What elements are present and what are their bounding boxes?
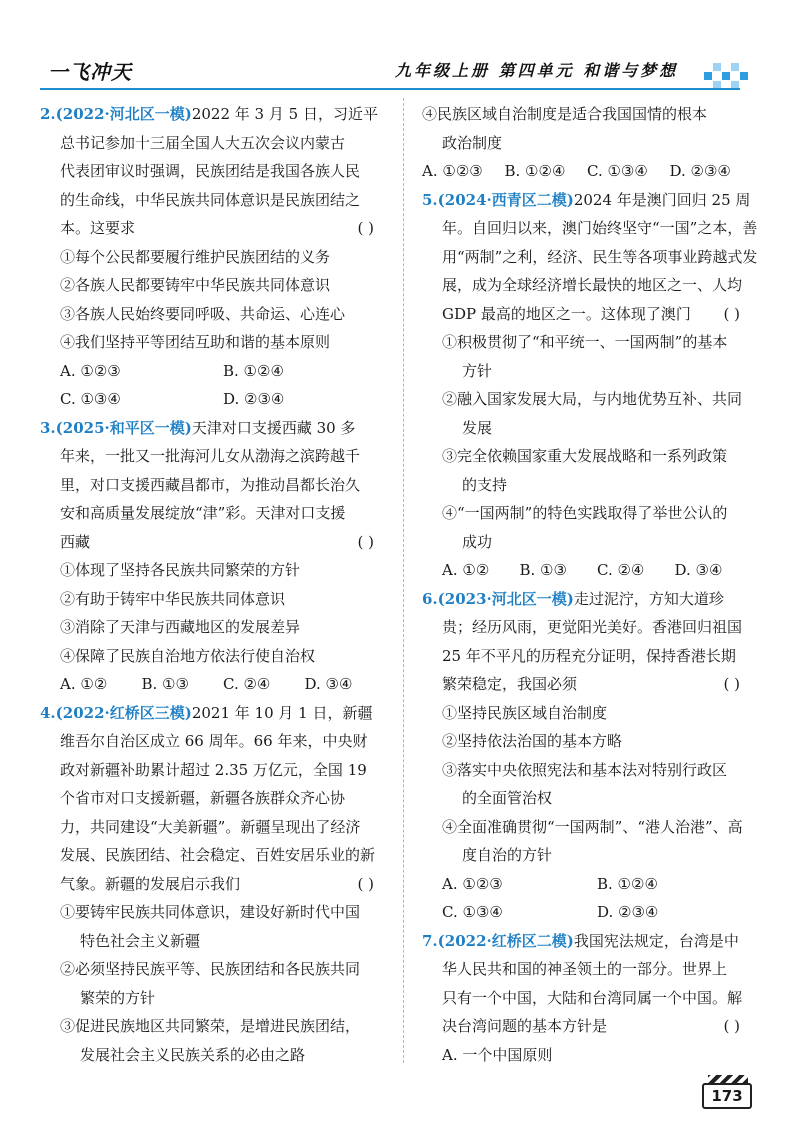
header-rule <box>40 88 740 90</box>
question-stem-line: 2024 年是澳门回归 25 周 <box>573 190 751 209</box>
statement-item: 的支持 <box>462 475 508 494</box>
statement-item: 成功 <box>462 532 493 551</box>
statement-item: ④“一国两制”的特色实践取得了举世公认的 <box>442 504 728 522</box>
choice-c: C. ①③④ <box>442 903 503 921</box>
answer-bracket: ( ) <box>723 304 740 323</box>
question-source: (2024·西青区二模) <box>437 190 574 209</box>
answer-bracket: ( ) <box>357 532 374 551</box>
choice-b: B. ①②④ <box>504 162 566 180</box>
statement-item: 繁荣的方针 <box>80 988 156 1007</box>
statement-item: ②融入国家发展大局，与内地优势互补、共同 <box>442 390 743 408</box>
question-stem-line: 本。这要求 <box>60 219 136 237</box>
statement-item: ①坚持民族区域自治制度 <box>442 703 608 722</box>
question-stem-line: 2021 年 10 月 1 日，新疆 <box>191 703 373 722</box>
question-stem-line: 繁荣稳定，我国必须 <box>442 675 578 693</box>
question-stem-line: 里，对口支援西藏昌都市，为推动昌都长治久 <box>60 475 361 494</box>
choice-b: B. ①③ <box>141 675 189 693</box>
choice-c: C. ①③④ <box>587 162 648 180</box>
answer-bracket: ( ) <box>723 675 740 693</box>
question-6 <box>422 585 752 927</box>
choice-c: C. ②④ <box>223 675 271 693</box>
question-stem-line: 展，成为全球经济增长最快的地区之一、人均 <box>442 276 743 294</box>
question-number: 4. <box>40 703 56 722</box>
statement-item: 度自治的方针 <box>462 846 553 864</box>
choice-b: B. ①②④ <box>223 361 284 380</box>
page-header <box>0 0 800 95</box>
choice-d: D. ②③④ <box>669 162 731 180</box>
choice-a: A. ①②③ <box>422 162 483 180</box>
question-stem-line: 决台湾问题的基本方针是 <box>442 1017 608 1035</box>
statement-item: ①每个公民都要履行维护民族团结的义务 <box>60 247 331 266</box>
choice-a: A. 一个中国原则 <box>442 1045 553 1064</box>
question-stem-line: 西藏 <box>60 532 91 551</box>
question-stem-line: GDP 最高的地区之一。这体现了澳门 <box>442 304 691 323</box>
question-stem-line: 气象。新疆的发展启示我们 <box>60 874 241 893</box>
statement-item: ②必须坚持民族平等、民族团结和各民族共同 <box>60 960 361 978</box>
choice-a: A. ①②③ <box>442 874 503 893</box>
statement-item: ①要铸牢民族共同体意识，建设好新时代中国 <box>60 903 361 921</box>
left-column <box>40 100 386 1069</box>
statement-item: ③落实中央依照宪法和基本法对特别行政区 <box>442 760 728 779</box>
question-stem-line: 只有一个中国，大陆和台湾同属一个中国。解 <box>442 988 743 1007</box>
question-stem-line: 天津对口支援西藏 30 多 <box>191 418 356 437</box>
choice-a: A. ①② <box>60 675 108 693</box>
choice-a: A. ①②③ <box>60 361 121 380</box>
question-stem-line: 个省市对口支援新疆，新疆各族群众齐心协 <box>60 789 346 807</box>
statement-item: 发展 <box>462 418 493 437</box>
column-divider <box>403 98 404 1063</box>
choice-d: D. ③④ <box>674 561 723 579</box>
question-source: (2022·河北区一模) <box>55 105 192 123</box>
question-stem-line: 政对新疆补助累计超过 2.35 万亿元，全国 19 <box>60 760 367 779</box>
question-source: (2025·和平区一模) <box>55 418 192 437</box>
question-stem-line: 代表团审议时强调，民族团结是我国各族人民 <box>60 162 361 180</box>
statement-item: 方针 <box>462 361 493 380</box>
question-stem-line: 维吾尔自治区成立 66 周年。66 年来，中央财 <box>60 732 368 750</box>
question-5 <box>422 186 758 585</box>
statement-item: ④民族区域自治制度是适合我国国情的根本 <box>422 105 708 123</box>
question-stem-line: 的生命线，中华民族共同体意识是民族团结之 <box>60 190 361 209</box>
choice-d: D. ③④ <box>304 675 353 693</box>
question-source: (2022·红桥区二模) <box>437 931 574 950</box>
answer-bracket: ( ) <box>723 1017 740 1035</box>
question-stem-line: 年。自回归以来，澳门始终坚守“一国”之本，善 <box>442 219 758 237</box>
statement-item: ③促进民族地区共同繁荣，是增进民族团结， <box>60 1017 361 1035</box>
choice-c: C. ①③④ <box>60 390 121 408</box>
question-stem-line: 用“两制”之利，经济、民生等各项事业跨越式发 <box>442 247 758 266</box>
question-stem-line: 贵；经历风雨，更觉阳光美好。香港回归祖国 <box>442 618 743 636</box>
statement-item: ②坚持依法治国的基本方略 <box>442 732 623 750</box>
statement-item: 发展社会主义民族关系的必由之路 <box>80 1045 306 1064</box>
statement-item: 的全面管治权 <box>462 789 553 807</box>
brand-logo: 一飞冲天 <box>48 60 132 84</box>
choice-c: C. ②④ <box>597 561 645 579</box>
unit-title: 九年级上册 第四单元 和谐与梦想 <box>395 61 679 80</box>
question-7 <box>422 927 752 1070</box>
question-number: 6. <box>422 589 438 608</box>
answer-bracket: ( ) <box>357 874 374 893</box>
question-2 <box>40 100 386 414</box>
question-stem-line: 发展、民族团结、社会稳定、百姓安居乐业的新 <box>60 846 376 864</box>
statement-item: ③各族人民始终要同呼吸、共命运、心连心 <box>60 304 346 323</box>
question-4 <box>40 699 386 1070</box>
question-3 <box>40 414 386 699</box>
statement-item: ③完全依赖国家重大发展战略和一系列政策 <box>442 447 728 465</box>
question-stem-line: 2022 年 3 月 5 日，习近平 <box>191 105 378 123</box>
question-stem-line: 华人民共和国的神圣领土的一部分。世界上 <box>442 960 728 978</box>
question-stem-line: 走过泥泞，方知大道珍 <box>573 589 724 608</box>
choice-b: B. ①③ <box>519 561 567 579</box>
statement-item: ④我们坚持平等团结互助和谐的基本原则 <box>60 333 331 351</box>
question-stem-line: 安和高质量发展绽放“津”彩。天津对口支援 <box>60 504 346 522</box>
question-3-continued <box>422 100 752 186</box>
choice-d: D. ②③④ <box>223 390 285 408</box>
statement-item: ④全面准确贯彻“一国两制”、“港人治港”、高 <box>442 817 743 836</box>
statement-item: 政治制度 <box>442 133 503 152</box>
question-stem-line: 总书记参加十三届全国人大五次会议内蒙古 <box>60 133 346 152</box>
statement-item: ②有助于铸牢中华民族共同体意识 <box>60 589 286 608</box>
question-stem-line: 我国宪法规定，台湾是中 <box>573 931 739 950</box>
statement-item: ④保障了民族自治地方依法行使自治权 <box>60 646 316 665</box>
statement-item: 特色社会主义新疆 <box>80 931 201 950</box>
header-squares-decoration <box>704 63 748 89</box>
question-number: 2. <box>40 105 56 123</box>
question-stem-line: 力，共同建设“大美新疆”。新疆呈现出了经济 <box>60 817 361 836</box>
page-number: 173 <box>702 1083 752 1109</box>
statement-item: ②各族人民都要铸牢中华民族共同体意识 <box>60 276 331 294</box>
answer-bracket: ( ) <box>357 219 374 237</box>
choice-d: D. ②③④ <box>597 903 659 921</box>
question-source: (2022·红桥区三模) <box>55 703 192 722</box>
question-stem-line: 25 年不平凡的历程充分证明，保持香港长期 <box>442 646 736 665</box>
choice-a: A. ①② <box>442 561 490 579</box>
stripes-decoration <box>708 1075 748 1083</box>
page-number-badge <box>702 1075 752 1105</box>
choice-b: B. ①②④ <box>597 874 658 893</box>
statement-item: ①积极贯彻了“和平统一、一国两制”的基本 <box>442 333 728 351</box>
question-number: 7. <box>422 931 438 950</box>
question-stem-line: 年来，一批又一批海河儿女从渤海之滨跨越千 <box>60 447 361 465</box>
statement-item: ①体现了坚持各民族共同繁荣的方针 <box>60 561 301 579</box>
right-column <box>422 100 758 1069</box>
question-number: 5. <box>422 190 438 209</box>
question-number: 3. <box>40 418 56 437</box>
question-source: (2023·河北区一模) <box>437 589 574 608</box>
statement-item: ③消除了天津与西藏地区的发展差异 <box>60 618 301 636</box>
